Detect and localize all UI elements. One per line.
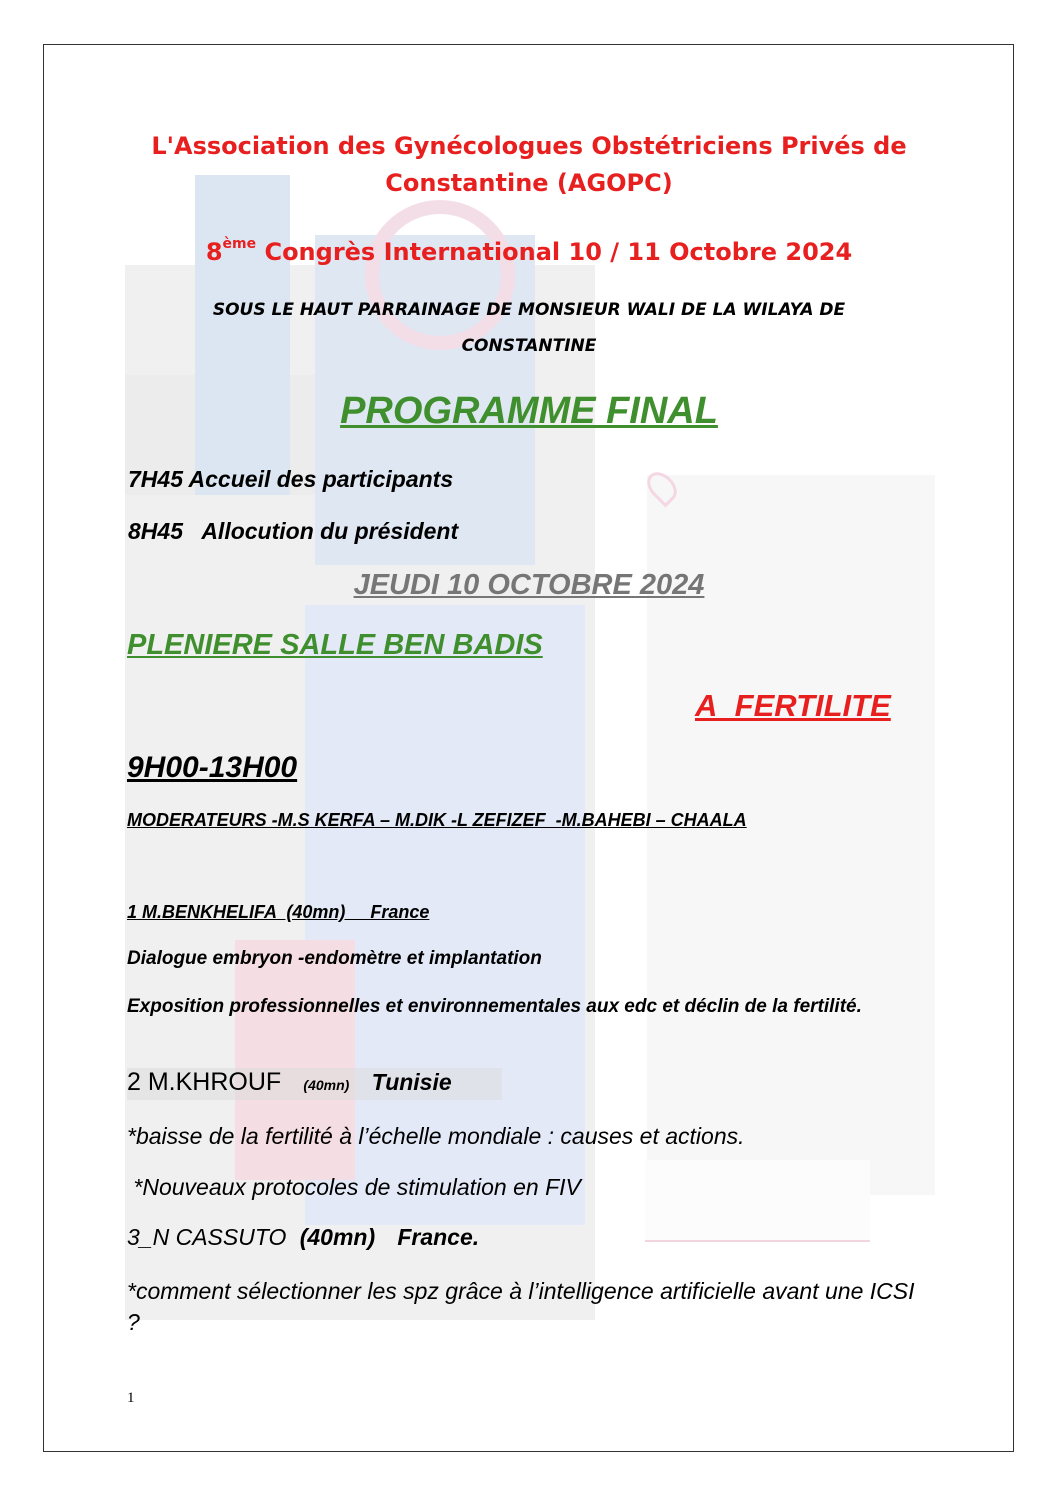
congress-name: Congrès International 10 / 11 Octobre 2024 [256, 238, 853, 266]
talk-speaker [127, 1068, 502, 1100]
schedule-item [128, 518, 458, 545]
session-time: 9H00-13H00 [127, 751, 298, 784]
session-topic: A_FERTILITE [695, 688, 891, 723]
schedule-item [128, 466, 453, 493]
page-number: 1 [127, 1390, 135, 1406]
speaker-name: 3_N CASSUTO [127, 1224, 287, 1250]
schedule-time: 7H45 [128, 466, 183, 492]
speaker-name: 2 M.KHROUF [127, 1068, 282, 1096]
talk-item: *baisse de la fertilité à l’échelle mondiale : causes et actions. [127, 1123, 745, 1149]
talk-duration: (40mn) [299, 1224, 376, 1250]
congress-title [120, 234, 938, 274]
talk-duration: (40mn) [303, 1077, 350, 1093]
association-title: L'Association des Gynécologues Obstétriciens Privés de Constantine (AGOPC) [151, 132, 907, 197]
talk-speaker: 1 M.BENKHELIFA (40mn) France [127, 902, 430, 922]
congress-superscript: ème [222, 236, 257, 252]
patronage-line-2: CONSTANTINE [461, 336, 597, 356]
talk-item: Dialogue embryon -endomètre et implantation [127, 948, 542, 969]
talk-country: France. [397, 1224, 480, 1250]
talk-country: Tunisie [371, 1069, 452, 1095]
schedule-label: Allocution du président [201, 518, 459, 544]
talk-item: *Nouveaux protocoles de stimulation en FIV [127, 1174, 581, 1200]
moderators: MODERATEURS -M.S KERFA – M.DIK -L ZEFIZEF -M.BAHEBI – CHAALA [127, 810, 747, 830]
day-heading: JEUDI 10 OCTOBRE 2024 [353, 569, 705, 601]
schedule-label: Accueil des participants [188, 466, 454, 492]
schedule-time: 8H45 [128, 518, 183, 544]
program-title: PROGRAMME FINAL [340, 390, 718, 432]
talk-speaker [127, 1224, 479, 1251]
talk-item: Exposition professionnelles et environnementales aux edc et déclin de la fertilité. [127, 996, 862, 1017]
talk-item: *comment sélectionner les spz grâce à l’intelligence artificielle avant une ICSI ? [127, 1278, 915, 1335]
session-room: PLENIERE SALLE BEN BADIS [127, 629, 543, 661]
patronage-line-1: SOUS LE HAUT PARRAINAGE DE MONSIEUR WALI DE LA WILAYA DE [212, 300, 846, 320]
congress-number: 8 [205, 238, 223, 266]
